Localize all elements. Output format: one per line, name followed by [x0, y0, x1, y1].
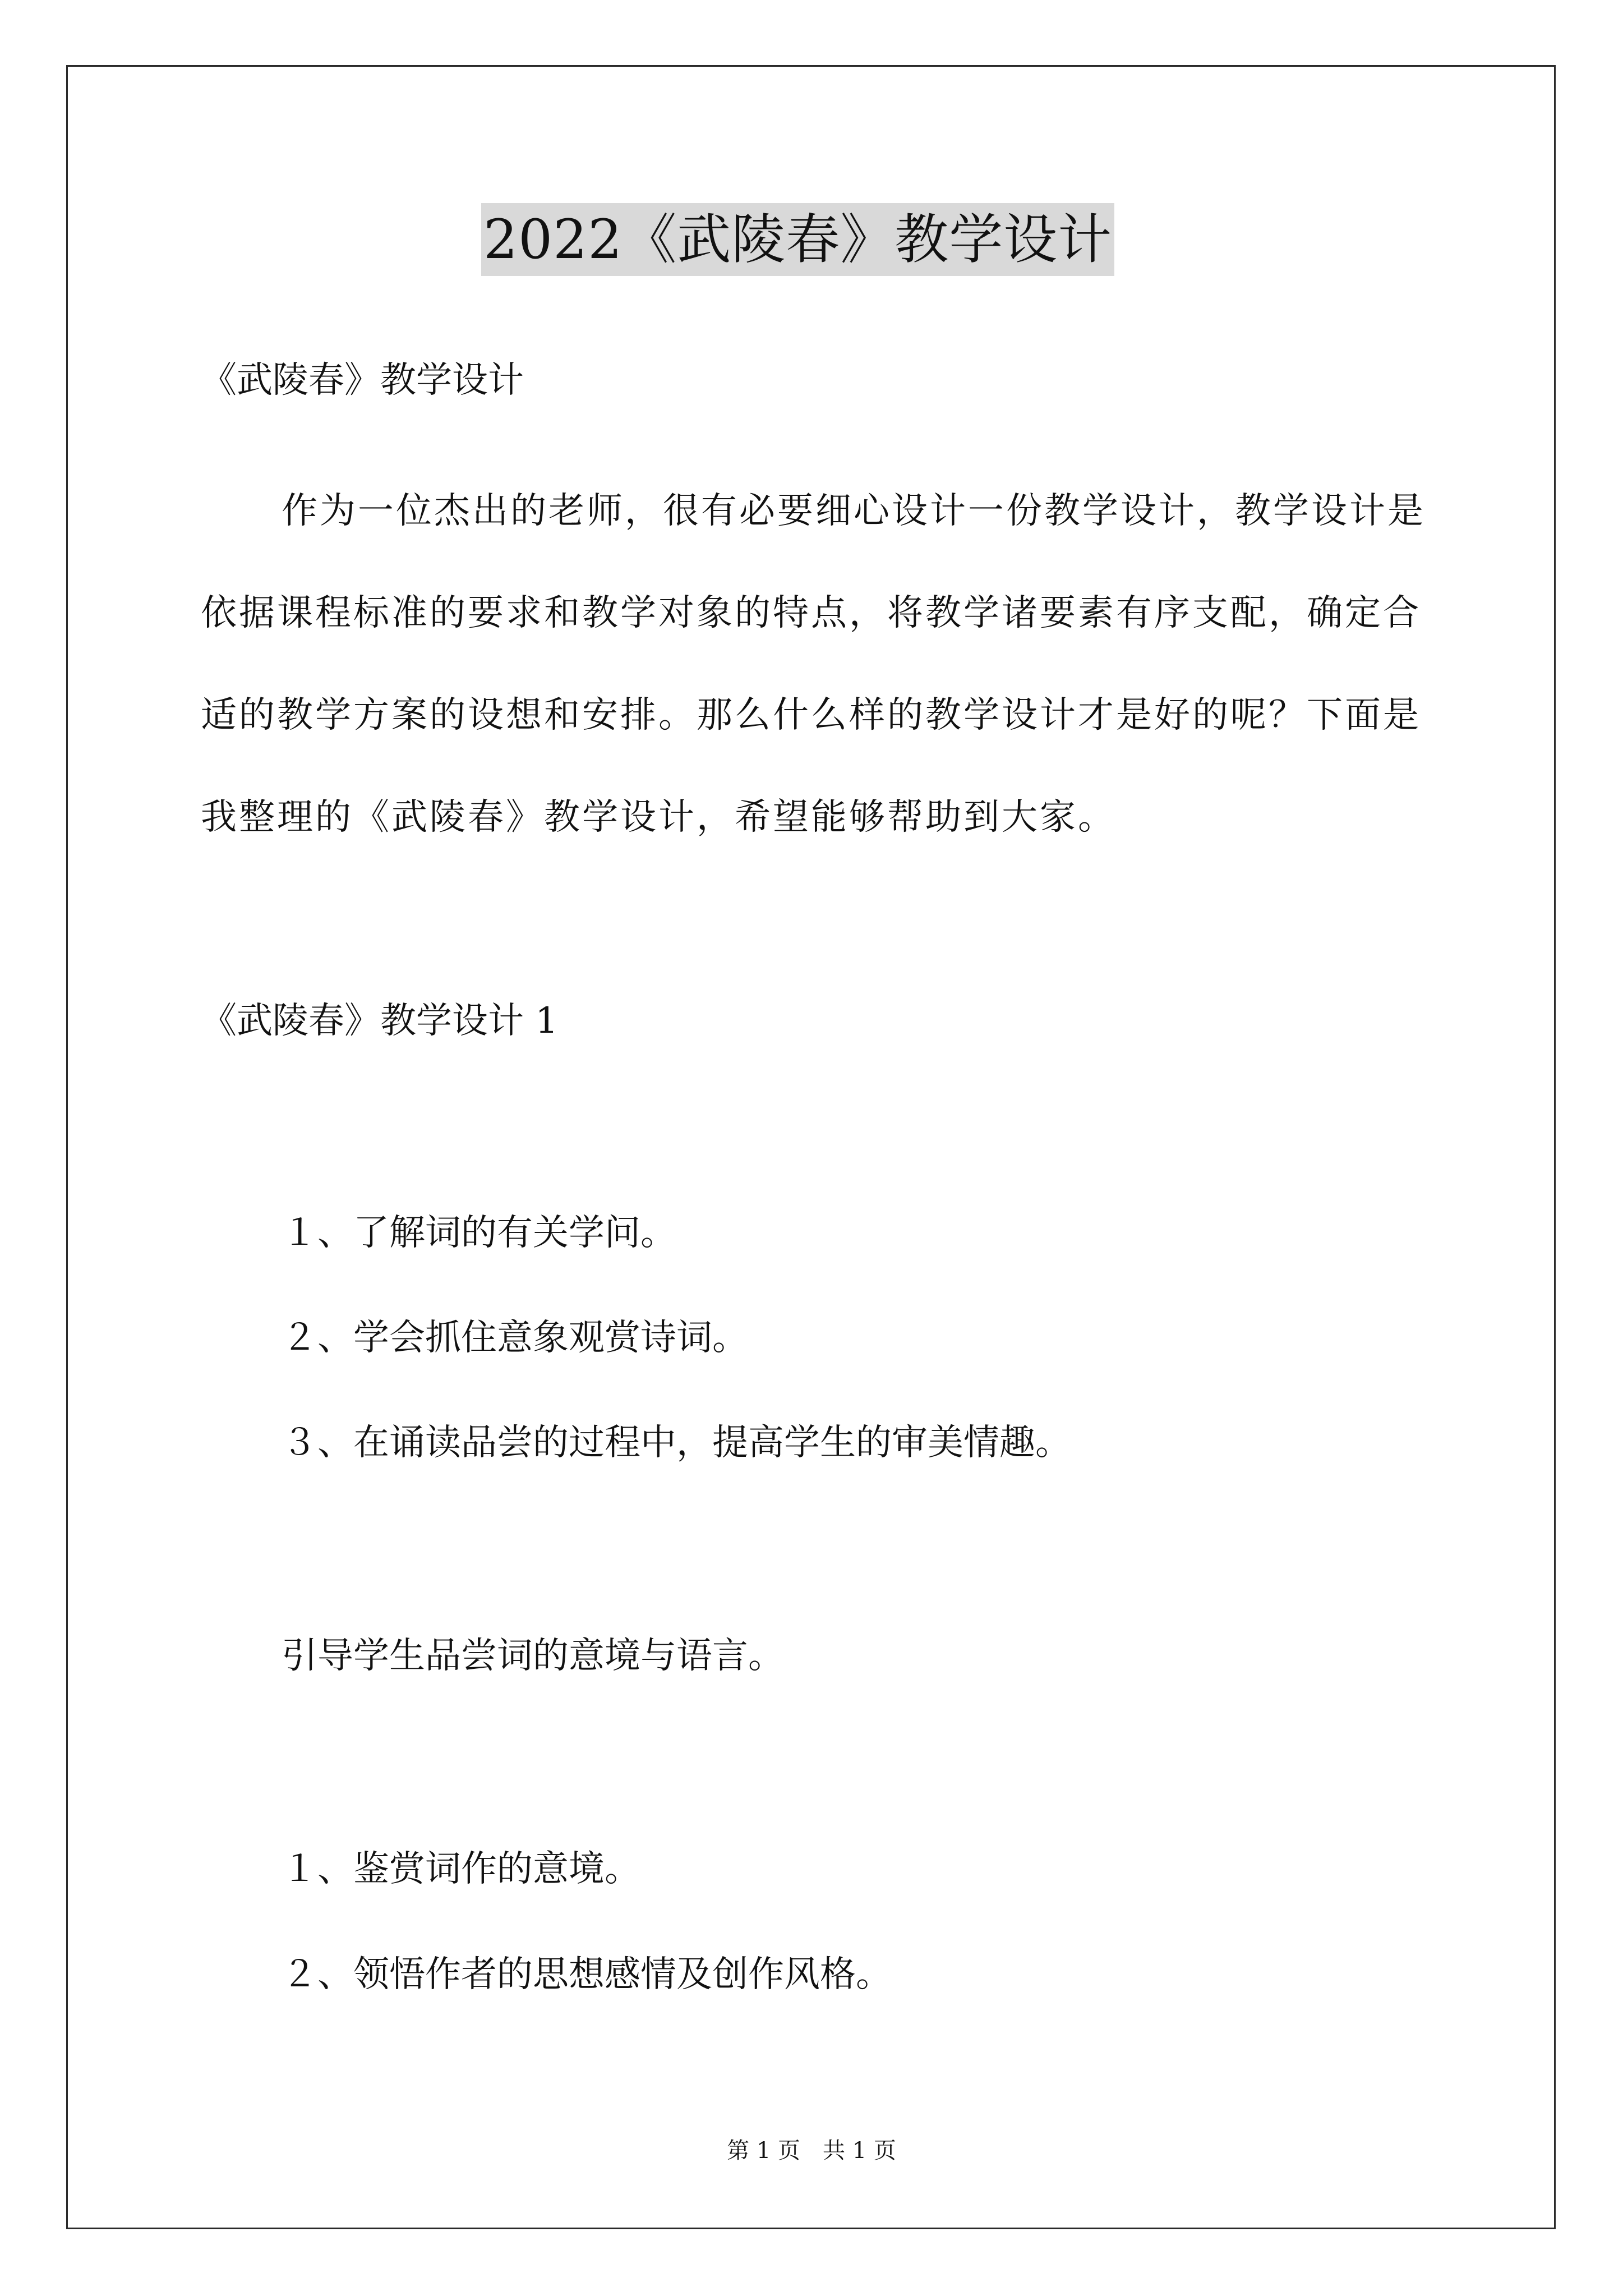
intro-text: 作为一位杰出的老师，很有必要细心设计一份教学设计，教学设计是依据课程标准的要求和教学对象的特点，将教学诸要素有序支配，确定合适的教学方案的设想和安排。那么什么样的教学设计才是好的呢？下面是我整理的《武陵春》教学设计，希望能够帮助到大家。	[201, 490, 1426, 838]
page-footer: 第 1 页 共 1 页	[727, 2138, 896, 2164]
intro-paragraph	[201, 460, 1455, 868]
difficulty-item: ２、领悟作者的思想感情及创作风格。	[282, 1954, 892, 1995]
objective-item: ２、学会抓住意象观赏诗词。	[282, 1317, 748, 1359]
key-point: 引导学生品尝词的意境与语言。	[282, 1635, 784, 1677]
objective-item: １、了解词的有关学问。	[282, 1212, 676, 1254]
difficulty-item: １、鉴赏词作的意境。	[282, 1848, 640, 1890]
document-subtitle: 《武陵春》教学设计	[201, 360, 524, 401]
objective-item: ３、在诵读品尝的过程中，提高学生的审美情趣。	[282, 1422, 1071, 1464]
section-heading: 《武陵春》教学设计 1	[201, 1000, 559, 1042]
document-title: 2022《武陵春》教学设计	[481, 203, 1114, 276]
